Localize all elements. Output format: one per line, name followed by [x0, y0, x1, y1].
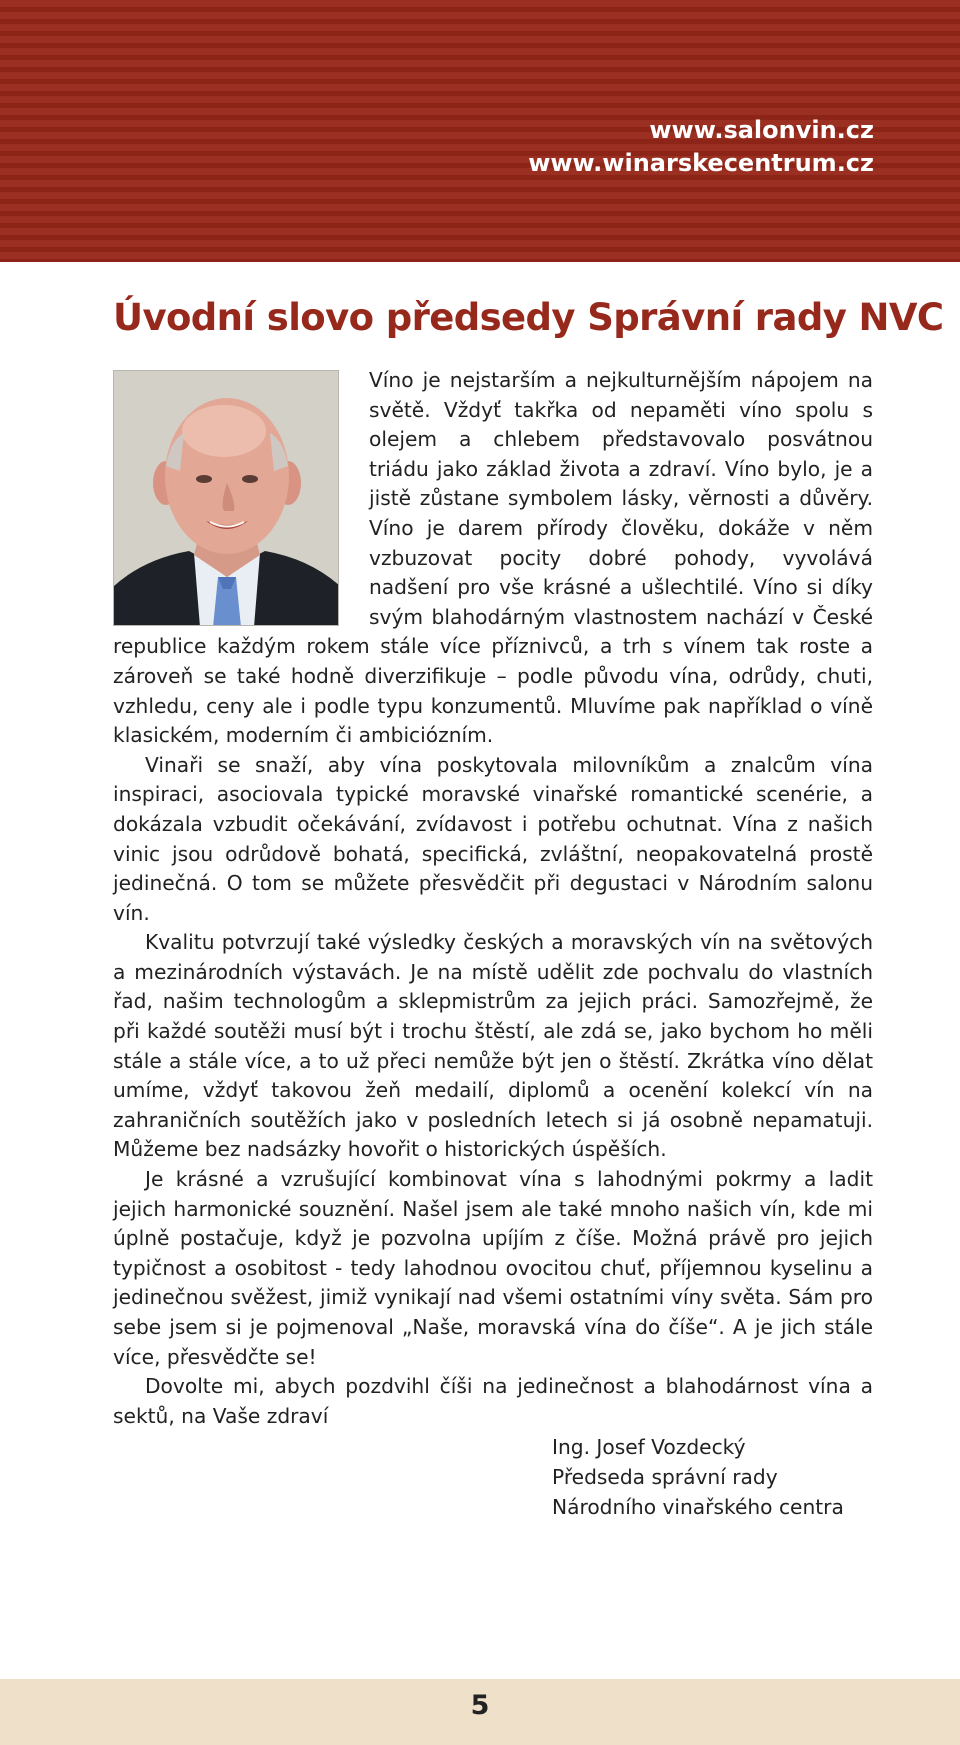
link-salonvin[interactable]: www.salonvin.cz — [649, 116, 874, 144]
paragraph-2: Vinaři se snaží, aby vína poskytovala milovníkům a znalcům vína inspiraci, asociovala typické moravské vinařské romantické scenérie, a dokázala vzbudit očekávání, zvídavost i potřebu ochutnat. Vína z našich vinic jsou odrůdově bohatá, specifická, zvláštní, neopakovatelná prostě jedinečná. O tom se můžete přesvědčit při degustaci v Národním salonu vín. — [113, 752, 873, 925]
article-body — [113, 366, 873, 1522]
paragraph-1: Víno je nejstarším a nejkulturnějším nápojem na světě. Vždyť takřka od nepaměti víno spolu s olejem a chlebem představovalo posvátnou triádu jako základ života a zdraví. Víno bylo, je a jistě zůstane symbolem lásky, věrnosti a důvěry. Víno je darem přírody člověku, dokáže v něm vzbuzovat pocity dobré pohody, vyvolává nadšení pro vše krásné a ušlechtilé. Víno si díky svým blahodárným vlastnostem nachází v České republice každým rokem stále více příznivců, a trh s vínem tak roste a zároveň se také hodně diverzifikuje – podle původu vína, odrůdy, chuti, vzhledu, ceny ale i podle typu konzumentů. Mluvíme pak například o víně klasickém, moderním či ambiciózním. — [113, 368, 873, 748]
signature-org: Národního vinařského centra — [552, 1494, 844, 1519]
paragraph-4: Je krásné a vzrušující kombinovat vína s lahodnými pokrmy a ladit jejich harmonické souznění. Našel jsem ale také mnoho našich vín, kde mi úplně postačuje, když je pozvolna upíjím z číše. Možná právě pro jejich typičnost a osobitost - tedy lahodnou ovocitou chuť, příjemnou kyselinu a jedinečnou svěžest, jimiž vynikají nad všemi ostatními víny světa. Sám pro sebe jsem si je pojmenoval „Naše, moravská vína do číše“. A je jich stále více, přesvědčte se! — [113, 1167, 873, 1369]
paragraph-3: Kvalitu potvrzují také výsledky českých a moravských vín na světových a mezinárodních výstavách. Je na místě udělit zde pochvalu do vlastních řad, našim technologům a sklepmistrům za jejich práci. Samozřejmě, že při každé soutěži musí být i trochu štěstí, ale zdá se, jako bychom ho měli stále a stále více, a to už přeci nemůže být jen o štěstí. Zkrátka víno dělat umíme, vždyť takovou žeň medailí, diplomů a ocenění kolekcí vín na zahraničních soutěžích jako v posledních letech si já osobně nepamatuji. Můžeme bez nadsázky hovořit o historických úspěších. — [113, 930, 873, 1162]
paragraph-5: Dovolte mi, abych pozdvihl číši na jedinečnost a blahodárnost vína a sektů, na Vaše zdraví — [113, 1374, 873, 1428]
portrait-photo — [113, 370, 339, 626]
signature-role: Předseda správní rady — [552, 1464, 778, 1489]
signature-name: Ing. Josef Vozdecký — [552, 1435, 746, 1460]
page-number: 5 — [470, 1690, 490, 1721]
link-winarskecentrum[interactable]: www.winarskecentrum.cz — [528, 149, 874, 177]
page-title: Úvodní slovo předsedy Správní rady NVC — [113, 296, 944, 339]
signature-block — [552, 1433, 873, 1522]
website-links — [528, 114, 874, 180]
header-banner — [0, 0, 960, 262]
